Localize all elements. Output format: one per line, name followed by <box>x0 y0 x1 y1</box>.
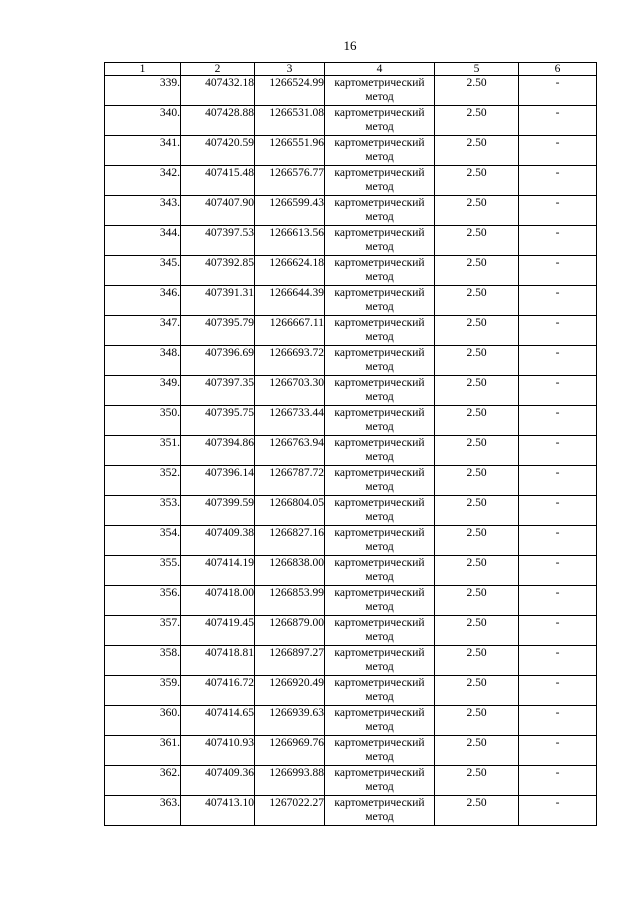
empty-cell: - <box>519 106 597 136</box>
table-body <box>105 76 597 826</box>
method-cell: картометрический метод <box>325 76 435 106</box>
empty-cell: - <box>519 166 597 196</box>
table-header-row <box>105 63 597 76</box>
accuracy-cell: 2.50 <box>435 556 519 586</box>
table-row <box>105 196 597 226</box>
x-coordinate: 407413.10 <box>181 796 255 826</box>
point-number: 360. <box>105 706 181 736</box>
x-coordinate: 407418.00 <box>181 586 255 616</box>
accuracy-cell: 2.50 <box>435 196 519 226</box>
accuracy-cell: 2.50 <box>435 76 519 106</box>
table-row <box>105 316 597 346</box>
x-coordinate: 407414.65 <box>181 706 255 736</box>
y-coordinate: 1266787.72 <box>255 466 325 496</box>
empty-cell: - <box>519 556 597 586</box>
x-coordinate: 407397.53 <box>181 226 255 256</box>
empty-cell: - <box>519 496 597 526</box>
y-coordinate: 1266733.44 <box>255 406 325 436</box>
table-row <box>105 496 597 526</box>
point-number: 340. <box>105 106 181 136</box>
table-row <box>105 466 597 496</box>
method-cell: картометрический метод <box>325 346 435 376</box>
method-cell: картометрический метод <box>325 376 435 406</box>
point-number: 349. <box>105 376 181 406</box>
y-coordinate: 1266613.56 <box>255 226 325 256</box>
coordinates-table <box>104 62 597 826</box>
y-coordinate: 1266599.43 <box>255 196 325 226</box>
table-row <box>105 136 597 166</box>
method-cell: картометрический метод <box>325 586 435 616</box>
method-cell: картометрический метод <box>325 526 435 556</box>
y-coordinate: 1266524.99 <box>255 76 325 106</box>
x-coordinate: 407394.86 <box>181 436 255 466</box>
accuracy-cell: 2.50 <box>435 376 519 406</box>
method-cell: картометрический метод <box>325 196 435 226</box>
x-coordinate: 407392.85 <box>181 256 255 286</box>
y-coordinate: 1266920.49 <box>255 676 325 706</box>
point-number: 354. <box>105 526 181 556</box>
accuracy-cell: 2.50 <box>435 346 519 376</box>
point-number: 351. <box>105 436 181 466</box>
x-coordinate: 407409.38 <box>181 526 255 556</box>
empty-cell: - <box>519 586 597 616</box>
x-coordinate: 407407.90 <box>181 196 255 226</box>
table-row <box>105 616 597 646</box>
accuracy-cell: 2.50 <box>435 766 519 796</box>
point-number: 363. <box>105 796 181 826</box>
x-coordinate: 407391.31 <box>181 286 255 316</box>
table-row <box>105 226 597 256</box>
empty-cell: - <box>519 706 597 736</box>
method-cell: картометрический метод <box>325 436 435 466</box>
column-header: 5 <box>435 63 519 76</box>
point-number: 339. <box>105 76 181 106</box>
table-row <box>105 166 597 196</box>
method-cell: картометрический метод <box>325 226 435 256</box>
table-row <box>105 106 597 136</box>
y-coordinate: 1266703.30 <box>255 376 325 406</box>
accuracy-cell: 2.50 <box>435 106 519 136</box>
point-number: 345. <box>105 256 181 286</box>
accuracy-cell: 2.50 <box>435 436 519 466</box>
method-cell: картометрический метод <box>325 406 435 436</box>
table-row <box>105 76 597 106</box>
y-coordinate: 1266624.18 <box>255 256 325 286</box>
table-row <box>105 286 597 316</box>
x-coordinate: 407414.19 <box>181 556 255 586</box>
x-coordinate: 407396.14 <box>181 466 255 496</box>
accuracy-cell: 2.50 <box>435 526 519 556</box>
point-number: 358. <box>105 646 181 676</box>
method-cell: картометрический метод <box>325 736 435 766</box>
column-header: 6 <box>519 63 597 76</box>
empty-cell: - <box>519 376 597 406</box>
accuracy-cell: 2.50 <box>435 286 519 316</box>
y-coordinate: 1266827.16 <box>255 526 325 556</box>
empty-cell: - <box>519 196 597 226</box>
table-row <box>105 406 597 436</box>
y-coordinate: 1266644.39 <box>255 286 325 316</box>
y-coordinate: 1266838.00 <box>255 556 325 586</box>
empty-cell: - <box>519 676 597 706</box>
x-coordinate: 407409.36 <box>181 766 255 796</box>
y-coordinate: 1266939.63 <box>255 706 325 736</box>
accuracy-cell: 2.50 <box>435 256 519 286</box>
empty-cell: - <box>519 256 597 286</box>
point-number: 347. <box>105 316 181 346</box>
method-cell: картометрический метод <box>325 106 435 136</box>
accuracy-cell: 2.50 <box>435 136 519 166</box>
point-number: 341. <box>105 136 181 166</box>
y-coordinate: 1266969.76 <box>255 736 325 766</box>
x-coordinate: 407410.93 <box>181 736 255 766</box>
table-row <box>105 676 597 706</box>
accuracy-cell: 2.50 <box>435 226 519 256</box>
point-number: 359. <box>105 676 181 706</box>
table-row <box>105 766 597 796</box>
empty-cell: - <box>519 436 597 466</box>
point-number: 355. <box>105 556 181 586</box>
accuracy-cell: 2.50 <box>435 586 519 616</box>
empty-cell: - <box>519 286 597 316</box>
method-cell: картометрический метод <box>325 136 435 166</box>
point-number: 353. <box>105 496 181 526</box>
table-row <box>105 706 597 736</box>
x-coordinate: 407399.59 <box>181 496 255 526</box>
point-number: 357. <box>105 616 181 646</box>
y-coordinate: 1266667.11 <box>255 316 325 346</box>
empty-cell: - <box>519 766 597 796</box>
table-row <box>105 646 597 676</box>
empty-cell: - <box>519 406 597 436</box>
accuracy-cell: 2.50 <box>435 496 519 526</box>
x-coordinate: 407416.72 <box>181 676 255 706</box>
x-coordinate: 407415.48 <box>181 166 255 196</box>
accuracy-cell: 2.50 <box>435 646 519 676</box>
empty-cell: - <box>519 346 597 376</box>
x-coordinate: 407395.79 <box>181 316 255 346</box>
table-row <box>105 256 597 286</box>
accuracy-cell: 2.50 <box>435 706 519 736</box>
method-cell: картометрический метод <box>325 496 435 526</box>
point-number: 350. <box>105 406 181 436</box>
empty-cell: - <box>519 526 597 556</box>
y-coordinate: 1266531.08 <box>255 106 325 136</box>
y-coordinate: 1266993.88 <box>255 766 325 796</box>
x-coordinate: 407428.88 <box>181 106 255 136</box>
y-coordinate: 1266897.27 <box>255 646 325 676</box>
method-cell: картометрический метод <box>325 706 435 736</box>
table-row <box>105 586 597 616</box>
y-coordinate: 1266763.94 <box>255 436 325 466</box>
method-cell: картометрический метод <box>325 286 435 316</box>
accuracy-cell: 2.50 <box>435 616 519 646</box>
point-number: 346. <box>105 286 181 316</box>
table-row <box>105 556 597 586</box>
method-cell: картометрический метод <box>325 646 435 676</box>
method-cell: картометрический метод <box>325 166 435 196</box>
column-header: 2 <box>181 63 255 76</box>
point-number: 342. <box>105 166 181 196</box>
empty-cell: - <box>519 646 597 676</box>
y-coordinate: 1266576.77 <box>255 166 325 196</box>
empty-cell: - <box>519 316 597 346</box>
method-cell: картометрический метод <box>325 256 435 286</box>
empty-cell: - <box>519 76 597 106</box>
x-coordinate: 407419.45 <box>181 616 255 646</box>
empty-cell: - <box>519 226 597 256</box>
empty-cell: - <box>519 466 597 496</box>
y-coordinate: 1266693.72 <box>255 346 325 376</box>
point-number: 356. <box>105 586 181 616</box>
y-coordinate: 1266853.99 <box>255 586 325 616</box>
method-cell: картометрический метод <box>325 316 435 346</box>
table-row <box>105 436 597 466</box>
column-header: 1 <box>105 63 181 76</box>
table-row <box>105 736 597 766</box>
x-coordinate: 407395.75 <box>181 406 255 436</box>
accuracy-cell: 2.50 <box>435 736 519 766</box>
accuracy-cell: 2.50 <box>435 466 519 496</box>
method-cell: картометрический метод <box>325 766 435 796</box>
point-number: 361. <box>105 736 181 766</box>
y-coordinate: 1266879.00 <box>255 616 325 646</box>
point-number: 344. <box>105 226 181 256</box>
y-coordinate: 1266804.05 <box>255 496 325 526</box>
accuracy-cell: 2.50 <box>435 406 519 436</box>
accuracy-cell: 2.50 <box>435 166 519 196</box>
empty-cell: - <box>519 136 597 166</box>
column-header: 3 <box>255 63 325 76</box>
page-number: 16 <box>343 38 357 53</box>
point-number: 352. <box>105 466 181 496</box>
method-cell: картометрический метод <box>325 676 435 706</box>
empty-cell: - <box>519 616 597 646</box>
point-number: 362. <box>105 766 181 796</box>
method-cell: картометрический метод <box>325 616 435 646</box>
table-row <box>105 526 597 556</box>
y-coordinate: 1267022.27 <box>255 796 325 826</box>
point-number: 348. <box>105 346 181 376</box>
empty-cell: - <box>519 796 597 826</box>
column-header: 4 <box>325 63 435 76</box>
x-coordinate: 407397.35 <box>181 376 255 406</box>
method-cell: картометрический метод <box>325 556 435 586</box>
x-coordinate: 407396.69 <box>181 346 255 376</box>
x-coordinate: 407420.59 <box>181 136 255 166</box>
x-coordinate: 407418.81 <box>181 646 255 676</box>
point-number: 343. <box>105 196 181 226</box>
table-row <box>105 346 597 376</box>
method-cell: картометрический метод <box>325 796 435 826</box>
y-coordinate: 1266551.96 <box>255 136 325 166</box>
accuracy-cell: 2.50 <box>435 796 519 826</box>
method-cell: картометрический метод <box>325 466 435 496</box>
x-coordinate: 407432.18 <box>181 76 255 106</box>
empty-cell: - <box>519 736 597 766</box>
accuracy-cell: 2.50 <box>435 316 519 346</box>
table-row <box>105 796 597 826</box>
table-row <box>105 376 597 406</box>
accuracy-cell: 2.50 <box>435 676 519 706</box>
